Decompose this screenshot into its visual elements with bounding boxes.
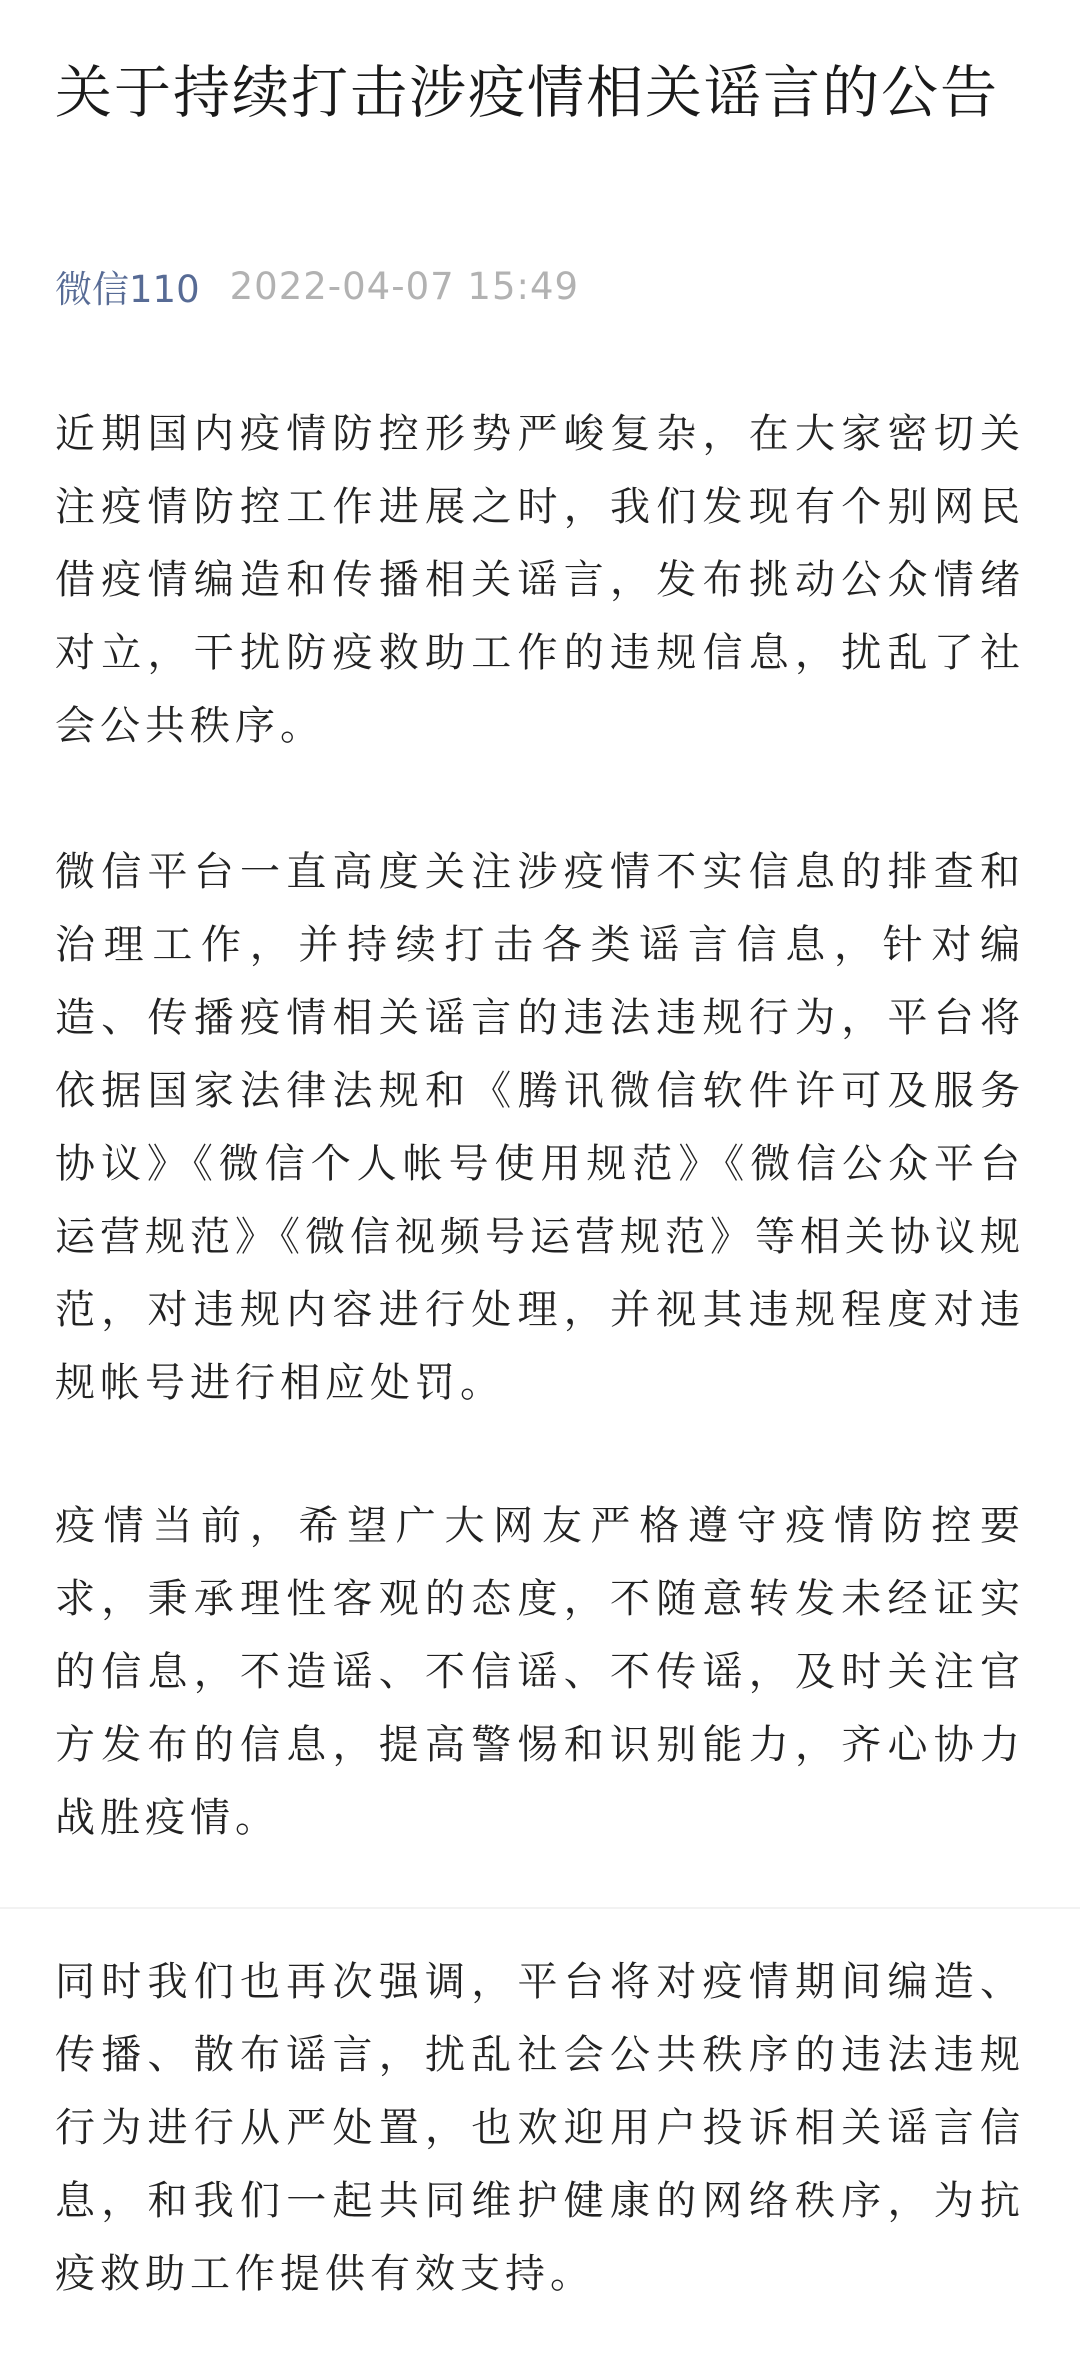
article-title: 关于持续打击涉疫情相关谣言的公告 [55,60,999,126]
author-link[interactable]: 微信110 [55,268,200,311]
article-meta [55,258,579,314]
paragraph-3: 疫情当前，希望广大网友严格遵守疫情防控要求，秉承理性客观的态度，不随意转发未经证实的信息，不造谣、不信谣、不传谣，及时关注官方发布的信息，提高警惕和识别能力，齐心协力战胜疫情。 [55,1503,1025,1841]
paragraph-2: 微信平台一直高度关注涉疫情不实信息的排查和治理工作，并持续打击各类谣言信息，针对编造、传播疫情相关谣言的违法违规行为，平台将依据国家法律法规和《腾讯微信软件许可及服务协议》《微信个人帐号使用规范》《微信公众平台运营规范》《微信视频号运营规范》等相关协议规范，对违规内容进行处理，并视其违规程度对违规帐号进行相应处罚。 [55,849,1025,1406]
section-divider [0,1907,1080,1909]
paragraph-1: 近期国内疫情防控形势严峻复杂，在大家密切关注疫情防控工作进展之时，我们发现有个别网民借疫情编造和传播相关谣言，发布挑动公众情绪对立，干扰防疫救助工作的违规信息，扰乱了社会公共秩序。 [55,411,1025,749]
publish-time: 2022-04-07 15:49 [229,264,580,308]
paragraph-4: 同时我们也再次强调，平台将对疫情期间编造、传播、散布谣言，扰乱社会公共秩序的违法违规行为进行从严处置，也欢迎用户投诉相关谣言信息，和我们一起共同维护健康的网络秩序，为抗疫救助工作提供有效支持。 [55,1959,1025,2297]
